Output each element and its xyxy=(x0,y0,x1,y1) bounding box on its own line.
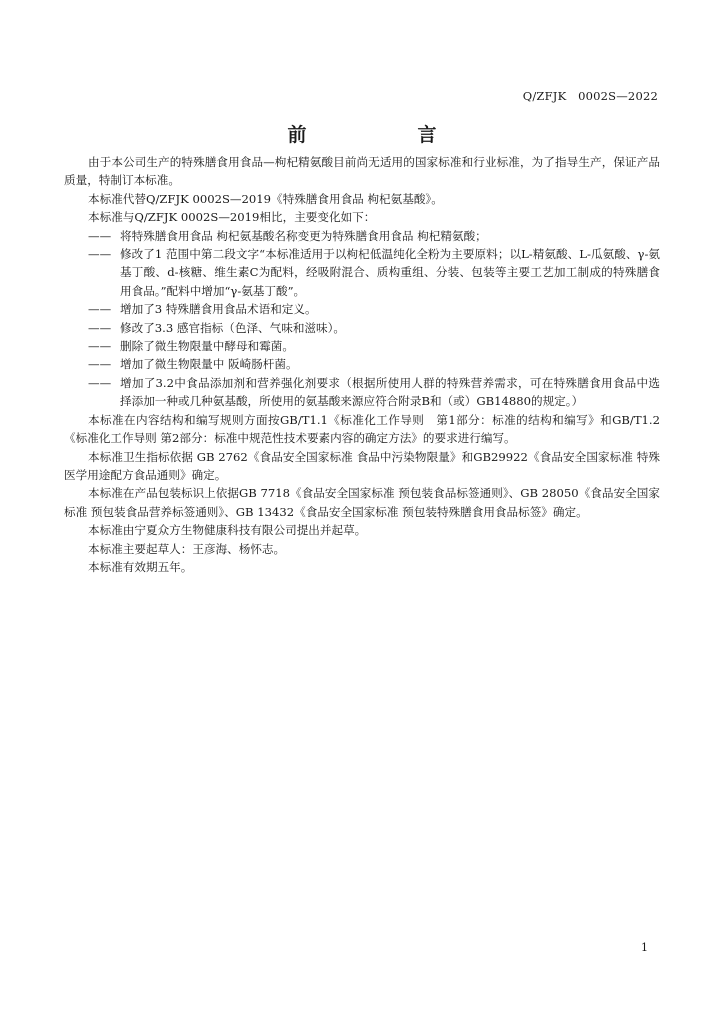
paragraph-drafter-org: 本标准由宁夏众方生物健康科技有限公司提出并起草。 xyxy=(88,523,367,538)
list-item xyxy=(64,245,660,300)
list-item xyxy=(64,337,660,355)
list-item-text: 修改了1 范围中第二段文字“本标准适用于以枸杞低温纯化全粉为主要原料；以L-精氨酸、L-瓜氨酸、γ-氨基丁酸、d-核糖、维生素C为配料，经吸附混合、质构重组、分装、包装等主要工艺加工制成的特殊膳食用食品。”配料中增加“γ-氨基丁酸”。 xyxy=(120,247,660,298)
list-item-text: 增加了3 特殊膳食用食品术语和定义。 xyxy=(120,302,317,317)
paragraph-replaces: 本标准代替Q/ZFJK 0002S—2019《特殊膳食用食品 枸杞氨基酸》。 xyxy=(88,191,443,206)
paragraph-purpose: 由于本公司生产的特殊膳食用食品—枸杞精氨酸目前尚无适用的国家标准和行业标准，为了指导生产，保证产品质量，特制订本标准。 xyxy=(64,155,660,188)
list-item-text: 增加了3.2中食品添加剂和营养强化剂要求（根据所使用人群的特殊营养需求，可在特殊膳食用食品中选择添加一种或几种氨基酸，所使用的氨基酸来源应符合附录B和（或）GB14880的规定。） xyxy=(120,375,660,409)
paragraph-drafters: 本标准主要起草人：王彦海、杨怀志。 xyxy=(88,541,286,556)
list-item xyxy=(64,319,660,337)
paragraph-hygiene-basis: 本标准卫生指标依据 GB 2762《食品安全国家标准 食品中污染物限量》和GB29922《食品安全国家标准 特殊医学用途配方食品通则》确定。 xyxy=(64,449,660,482)
paragraph-changes-intro: 本标准与Q/ZFJK 0002S—2019相比，主要变化如下： xyxy=(88,210,376,225)
paragraph-structure-rules: 本标准在内容结构和编写规则方面按GB/T1.1《标准化工作导则 第1部分：标准的结构和编写》和GB/T1.2《标准化工作导则 第2部分：标准中规范性技术要素内容的确定方法》的要求进行编写。 xyxy=(64,412,660,446)
list-item-text: 修改了3.3 感官指标（色泽、气味和滋味）。 xyxy=(120,320,346,335)
document-body xyxy=(64,153,660,576)
list-item xyxy=(64,227,660,245)
dash-marker: —— xyxy=(88,228,112,243)
dash-marker: —— xyxy=(88,357,112,372)
dash-marker: —— xyxy=(88,320,112,335)
list-item-text: 删除了微生物限量中酵母和霉菌。 xyxy=(120,339,294,354)
dash-marker: —— xyxy=(88,339,112,354)
page-title: 前 言 xyxy=(287,124,483,146)
dash-marker: —— xyxy=(88,375,112,390)
list-item xyxy=(64,374,660,411)
paragraph-validity: 本标准有效期五年。 xyxy=(88,559,193,574)
changes-list xyxy=(64,227,660,411)
list-item-text: 增加了微生物限量中 阪崎肠杆菌。 xyxy=(120,357,298,372)
standard-code: Q/ZFJK 0002S—2022 xyxy=(522,89,658,103)
list-item xyxy=(64,355,660,373)
list-item-text: 将特殊膳食用食品 枸杞氨基酸名称变更为特殊膳食用食品 枸杞精氨酸； xyxy=(120,228,487,243)
dash-marker: —— xyxy=(88,247,112,262)
dash-marker: —— xyxy=(88,302,112,317)
list-item xyxy=(64,300,660,318)
page-number: 1 xyxy=(641,941,648,954)
paragraph-labeling-basis: 本标准在产品包装标识上依据GB 7718《食品安全国家标准 预包装食品标签通则》、GB 28050《食品安全国家标准 预包装食品营养标签通则》、GB 13432《食品安全国家标准 预包装特殊膳食用食品标签》确定。 xyxy=(64,486,660,519)
